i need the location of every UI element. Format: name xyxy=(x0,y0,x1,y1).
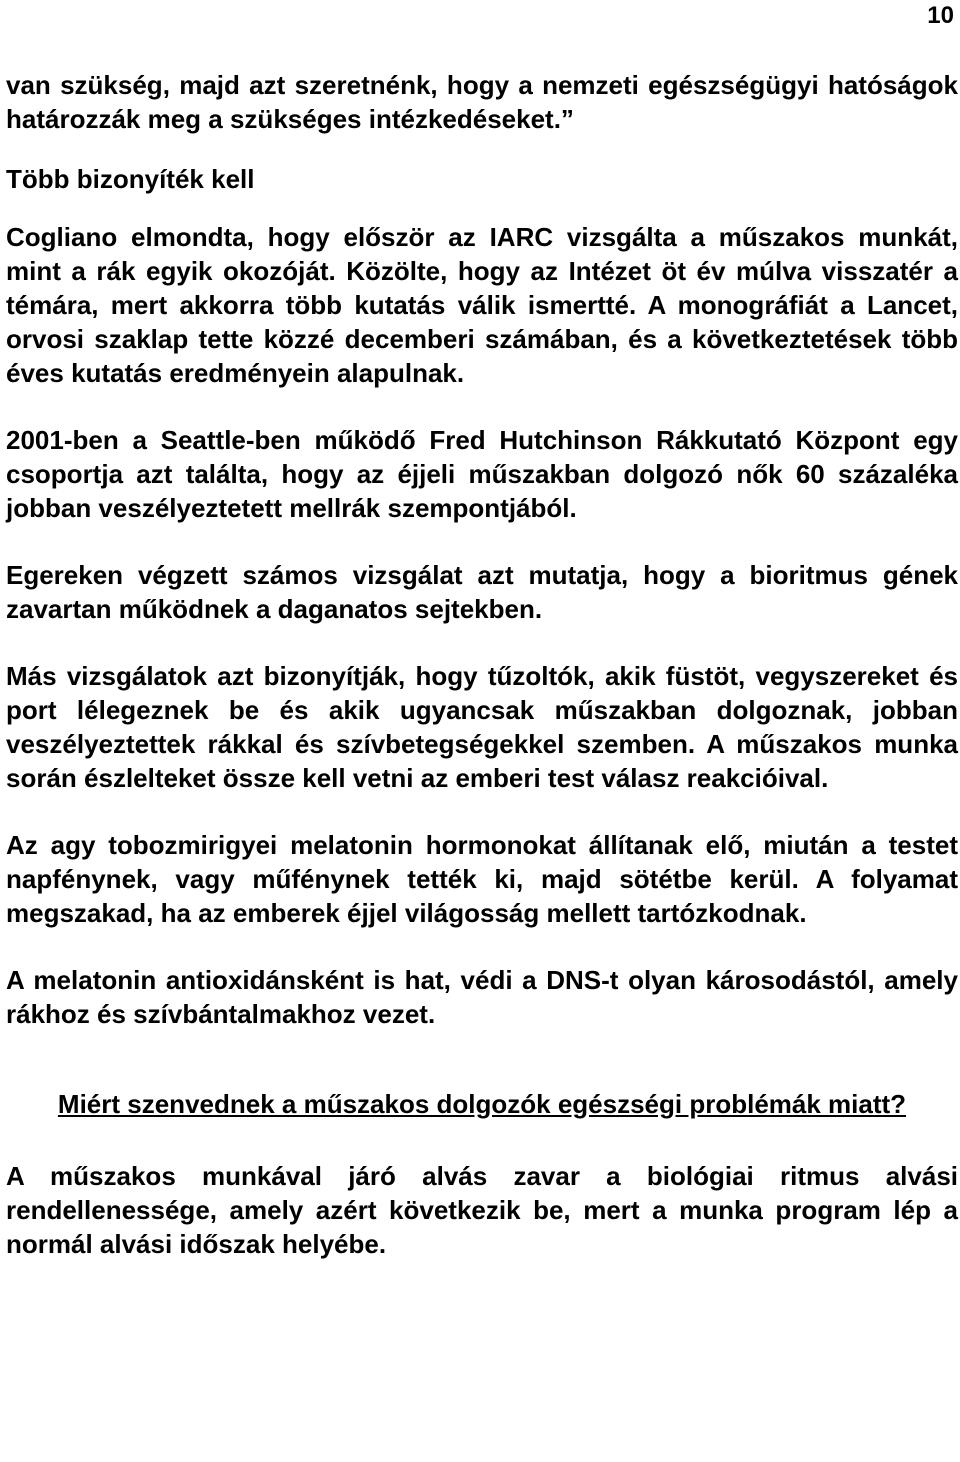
subheading: Több bizonyíték kell xyxy=(6,164,255,194)
paragraph-continued: van szükség, majd azt szeretnénk, hogy a nemzeti egészségügyi hatóságok határozzák meg a szükséges intézkedéseket.” xyxy=(6,70,958,134)
section-heading-text: Miért szenvednek a műszakos dolgozók egészségi problémák miatt? xyxy=(57,1089,907,1119)
paragraph-melatonin-antioxidant: A melatonin antioxidánsként is hat, védi a DNS-t olyan károsodástól, amely rákhoz és szívbántalmakhoz vezet. xyxy=(6,965,958,1029)
paragraph-cogliano: Cogliano elmondta, hogy először az IARC vizsgálta a műszakos munkát, mint a rák egyik okozóját. Közölte, hogy az Intézet öt év múlva visszatér a témára, mert akkorra több kutatás válik ismertté. A monográfiát a Lancet, orvosi szaklap tette közzé decemberi számában, és a következtetések több éves kutatás eredményein alapulnak. xyxy=(6,222,958,388)
document-body xyxy=(6,68,958,1261)
page-number: 10 xyxy=(927,2,954,29)
paragraph-seattle-study: 2001-ben a Seattle-ben működő Fred Hutchinson Rákkutató Központ egy csoportja azt találta, hogy az éjjeli műszakban dolgozó nők 60 százaléka jobban veszélyeztetett mellrák szempontjából. xyxy=(6,425,958,523)
section-heading xyxy=(6,1087,958,1121)
paragraph-melatonin-hormone: Az agy tobozmirigyei melatonin hormonokat állítanak elő, miután a testet napfénynek, vagy műfénynek tették ki, majd sötétbe kerül. A folyamat megszakad, ha az emberek éjjel világosság mellett tartózkodnak. xyxy=(6,830,958,928)
paragraph-mice-study: Egereken végzett számos vizsgálat azt mutatja, hogy a bioritmus gének zavartan működnek a daganatos sejtekben. xyxy=(6,560,958,624)
paragraph-sleep-disorder: A műszakos munkával járó alvás zavar a biológiai ritmus alvási rendellenessége, amely azért következik be, mert a munka program lép a normál alvási időszak helyébe. xyxy=(6,1161,958,1259)
paragraph-firefighters: Más vizsgálatok azt bizonyítják, hogy tűzoltók, akik füstöt, vegyszereket és port lélegeznek be és akik ugyancsak műszakban dolgoznak, jobban veszélyeztettek rákkal és szívbetegségekkel szemben. A műszakos munka során észlelteket össze kell vetni az emberi test válasz reakcióival. xyxy=(6,661,958,793)
